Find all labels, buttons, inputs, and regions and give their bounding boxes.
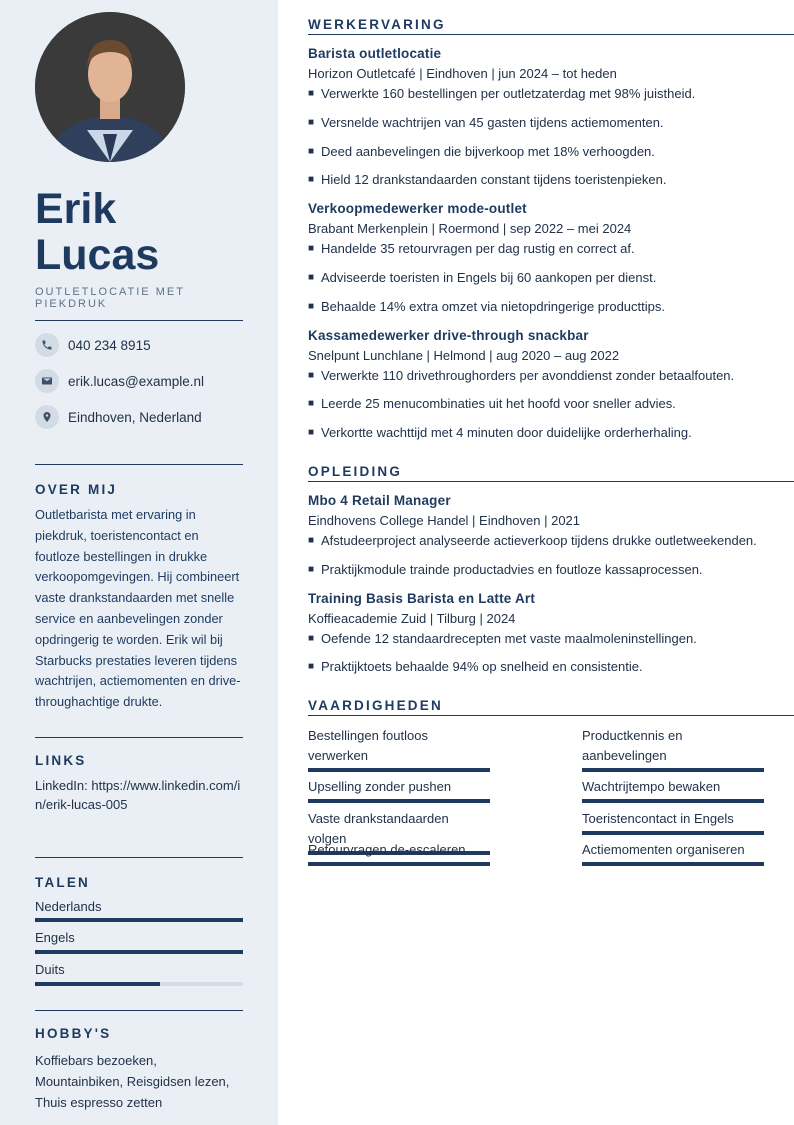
list-item: ■ Verwerkte 160 bestellingen per outletzaterdag met 98% juistheid. [308,86,696,101]
language-name: Engels [35,930,75,945]
skill-name: Vaste drankstandaarden volgen [308,811,449,846]
location-text: Eindhoven, Nederland [68,409,202,425]
hobbies-heading: HOBBY'S [35,1026,112,1041]
job-title: Kassamedewerker drive-through snackbar [308,328,589,343]
language-level-fill [35,950,243,954]
experience-heading: WERKERVARING [308,17,446,32]
skill-name: Actiemomenten organiseren [582,842,745,857]
language-level-fill [35,918,243,922]
divider [35,320,243,321]
list-item: ■ Deed aanbevelingen die bijverkoop met 18% verhoogden. [308,144,655,159]
skill-item [308,840,490,866]
job-subtitle: OUTLETLOCATIE MET PIEKDRUK [35,286,185,310]
section-divider [308,715,794,716]
divider [35,1010,243,1011]
skill-name: Wachtrijtempo bewaken [582,779,721,794]
job-meta: Brabant Merkenplein | Roermond | sep 2022 – mei 2024 [308,221,632,236]
list-item: ■ Praktijktoets behaalde 94% op snelheid en consistentie. [308,659,643,674]
list-item: ■ Behaalde 14% extra omzet via nietopdringerige producttips. [308,299,665,314]
job-meta: Snelpunt Lunchlane | Helmond | aug 2020 – aug 2022 [308,348,620,363]
job-meta: Horizon Outletcafé | Eindhoven | jun 2024 – tot heden [308,66,617,81]
phone-number: 040 234 8915 [68,337,151,353]
education-heading: OPLEIDING [308,464,403,479]
job-title: Verkoopmedewerker mode-outlet [308,201,527,216]
list-item: ■ Praktijkmodule trainde productadvies en foutloze kassaprocessen. [308,562,703,577]
skill-name: Upselling zonder pushen [308,779,452,794]
section-divider [308,34,794,35]
profile-photo [35,12,185,162]
list-item: ■ Handelde 35 retourvragen per dag rustig en correct af. [308,241,635,256]
envelope-icon [35,369,59,393]
email-address: erik.lucas@example.nl [68,373,205,389]
phone-icon [35,333,59,357]
last-name: Lucas [35,231,160,279]
skill-level-bar [308,799,490,803]
links-heading: LINKS [35,753,87,768]
list-item: ■ Oefende 12 standaardrecepten met vaste maalmoleninstellingen. [308,631,697,646]
language-name: Duits [35,962,65,977]
list-item: ■ Adviseerde toeristen in Engels bij 60 aankopen per dienst. [308,270,657,285]
list-item: ■ Verwerkte 110 drivethroughorders per avonddienst zonder betaalfouten. [308,368,735,383]
skill-level-bar [308,862,490,866]
skill-level-bar [582,768,764,772]
skill-item [582,777,764,803]
linkedin-link[interactable]: LinkedIn: https://www.linkedin.com/in/erik-lucas-005 [35,778,241,812]
skill-name: Productkennis en aanbevelingen [582,728,683,763]
skill-level-bar [582,831,764,835]
contact-email[interactable] [35,369,204,393]
about-text: Outletbarista met ervaring in piekdruk, toeristencontact en foutloze bestellingen in drukke verkoopomgevingen. Hij combineert vaste drankstandaarden met snelle service en aanbevelingen zonder opdringerig te worden. Erik wil bij Starbucks prestaties leveren tijdens wachtrijen, actiemomenten en drive-throughachtige drukte. [35,507,241,710]
divider [35,464,243,465]
skill-item [582,726,764,772]
education-meta: Eindhovens College Handel | Eindhoven | 2021 [308,513,581,528]
contact-location [35,405,202,429]
map-pin-icon [35,405,59,429]
skill-level-bar [308,768,490,772]
full-name [35,186,245,278]
skills-heading: VAARDIGHEDEN [308,698,443,713]
skill-name: Retourvragen de-escaleren [308,842,466,857]
job-title: Barista outletlocatie [308,46,442,61]
education-meta: Koffieacademie Zuid | Tilburg | 2024 [308,611,516,626]
skill-item [308,777,490,803]
list-item: ■ Verkortte wachttijd met 4 minuten door duidelijke orderherhaling. [308,425,692,440]
language-level-bar [35,982,243,986]
divider [35,737,243,738]
skill-name: Toeristencontact in Engels [582,811,734,826]
section-divider [308,481,794,482]
hobbies-text: Koffiebars bezoeken, Mountainbiken, Reisgidsen lezen, Thuis espresso zetten [35,1053,230,1110]
skill-item [582,840,764,866]
skill-name: Bestellingen foutloos verwerken [308,728,428,763]
education-title: Mbo 4 Retail Manager [308,493,451,508]
portrait-photo-icon [35,12,185,162]
skill-level-bar [582,862,764,866]
list-item: ■ Afstudeerproject analyseerde actieverkoop tijdens drukke outletweekenden. [308,533,757,548]
first-name: Erik [35,185,117,233]
education-title: Training Basis Barista en Latte Art [308,591,536,606]
list-item: ■ Hield 12 drankstandaarden constant tijdens toeristenpieken. [308,172,667,187]
list-item: ■ Leerde 25 menucombinaties uit het hoofd voor sneller advies. [308,396,676,411]
language-name: Nederlands [35,899,102,914]
skill-item [308,726,490,772]
contact-phone[interactable] [35,333,151,357]
language-level-fill [35,982,160,986]
language-level-bar [35,918,243,922]
skill-level-bar [582,799,764,803]
about-heading: OVER MIJ [35,482,118,497]
list-item: ■ Versnelde wachtrijen van 45 gasten tijdens actiemomenten. [308,115,664,130]
languages-heading: TALEN [35,875,90,890]
language-level-bar [35,950,243,954]
skill-item [582,809,764,835]
divider [35,857,243,858]
